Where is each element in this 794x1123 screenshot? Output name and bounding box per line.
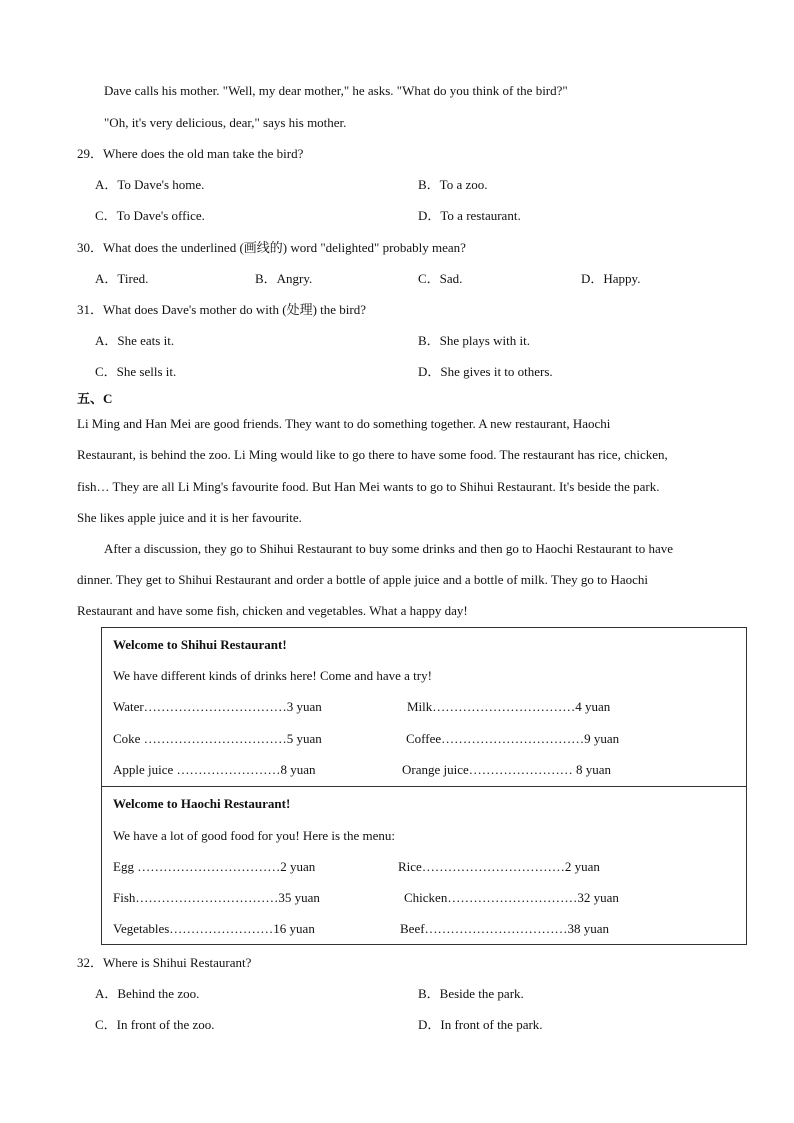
question-30-option-b: B．Angry. (255, 271, 313, 286)
question-30-option-c: C．Sad. (418, 271, 463, 286)
question-29-stem: 29．Where does the old man take the bird? (77, 146, 304, 161)
question-31-option-a: A．She eats it. (95, 333, 175, 348)
menu-item: Orange juice…………………… 8 yuan (402, 762, 612, 777)
question-29-option-b: B．To a zoo. (418, 177, 488, 192)
question-29-option-d: D．To a restaurant. (418, 208, 521, 223)
question-31-option-c: C．She sells it. (95, 364, 177, 379)
menu-item: Coke ……………………………5 yuan (113, 731, 322, 746)
passage-line: Li Ming and Han Mei are good friends. They want to do something together. A new restaurant, Haochi (77, 416, 611, 431)
menu-item: Egg ……………………………2 yuan (113, 859, 316, 874)
passage-line: After a discussion, they go to Shihui Restaurant to buy some drinks and then go to Haochi Restaurant to have (104, 541, 674, 556)
menu-item: Rice……………………………2 yuan (398, 859, 600, 874)
menu-item: Vegetables……………………16 yuan (113, 921, 315, 936)
menu-item: Chicken…………………………32 yuan (404, 890, 619, 905)
question-32-option-c: C．In front of the zoo. (95, 1017, 215, 1032)
question-30-stem: 30．What does the underlined (画线的) word "delighted" probably mean? (77, 240, 466, 255)
menu-item: Coffee……………………………9 yuan (406, 731, 620, 746)
shihui-menu-title: Welcome to Shihui Restaurant! (113, 637, 287, 652)
question-31-option-d: D．She gives it to others. (418, 364, 553, 379)
passage-line: Dave calls his mother. "Well, my dear mother," he asks. "What do you think of the bird?" (104, 83, 568, 98)
passage-line: dinner. They get to Shihui Restaurant and order a bottle of apple juice and a bottle of milk. They go to Haochi (77, 572, 649, 587)
question-31-option-b: B．She plays with it. (418, 333, 530, 348)
question-32-stem: 32．Where is Shihui Restaurant? (77, 955, 252, 970)
menu-divider (102, 786, 746, 787)
passage-line: Restaurant and have some fish, chicken and vegetables. What a happy day! (77, 603, 468, 618)
question-31-stem: 31．What does Dave's mother do with (处理) the bird? (77, 302, 366, 317)
menu-item: Water……………………………3 yuan (113, 699, 322, 714)
question-29-option-c: C．To Dave's office. (95, 208, 205, 223)
question-29-option-a: A．To Dave's home. (95, 177, 205, 192)
passage-line: fish… They are all Li Ming's favourite food. But Han Mei wants to go to Shihui Restaurant. It's beside the park. (77, 479, 660, 494)
shihui-menu-intro: We have different kinds of drinks here! Come and have a try! (113, 668, 432, 683)
menu-item: Apple juice ……………………8 yuan (113, 762, 316, 777)
question-32-option-a: A．Behind the zoo. (95, 986, 200, 1001)
section-title: 五、C (77, 391, 113, 406)
menu-item: Milk……………………………4 yuan (407, 699, 611, 714)
passage-line: "Oh, it's very delicious, dear," says his mother. (104, 115, 347, 130)
menu-box (101, 627, 747, 945)
haochi-menu-intro: We have a lot of good food for you! Here is the menu: (113, 828, 395, 843)
haochi-menu-title: Welcome to Haochi Restaurant! (113, 796, 291, 811)
question-30-option-a: A．Tired. (95, 271, 149, 286)
passage-line: She likes apple juice and it is her favourite. (77, 510, 302, 525)
question-32-option-b: B．Beside the park. (418, 986, 524, 1001)
question-30-option-d: D．Happy. (581, 271, 641, 286)
menu-item: Fish……………………………35 yuan (113, 890, 320, 905)
question-32-option-d: D．In front of the park. (418, 1017, 543, 1032)
passage-line: Restaurant, is behind the zoo. Li Ming would like to go there to have some food. The restaurant has rice, chicken, (77, 447, 668, 462)
menu-item: Beef……………………………38 yuan (400, 921, 610, 936)
